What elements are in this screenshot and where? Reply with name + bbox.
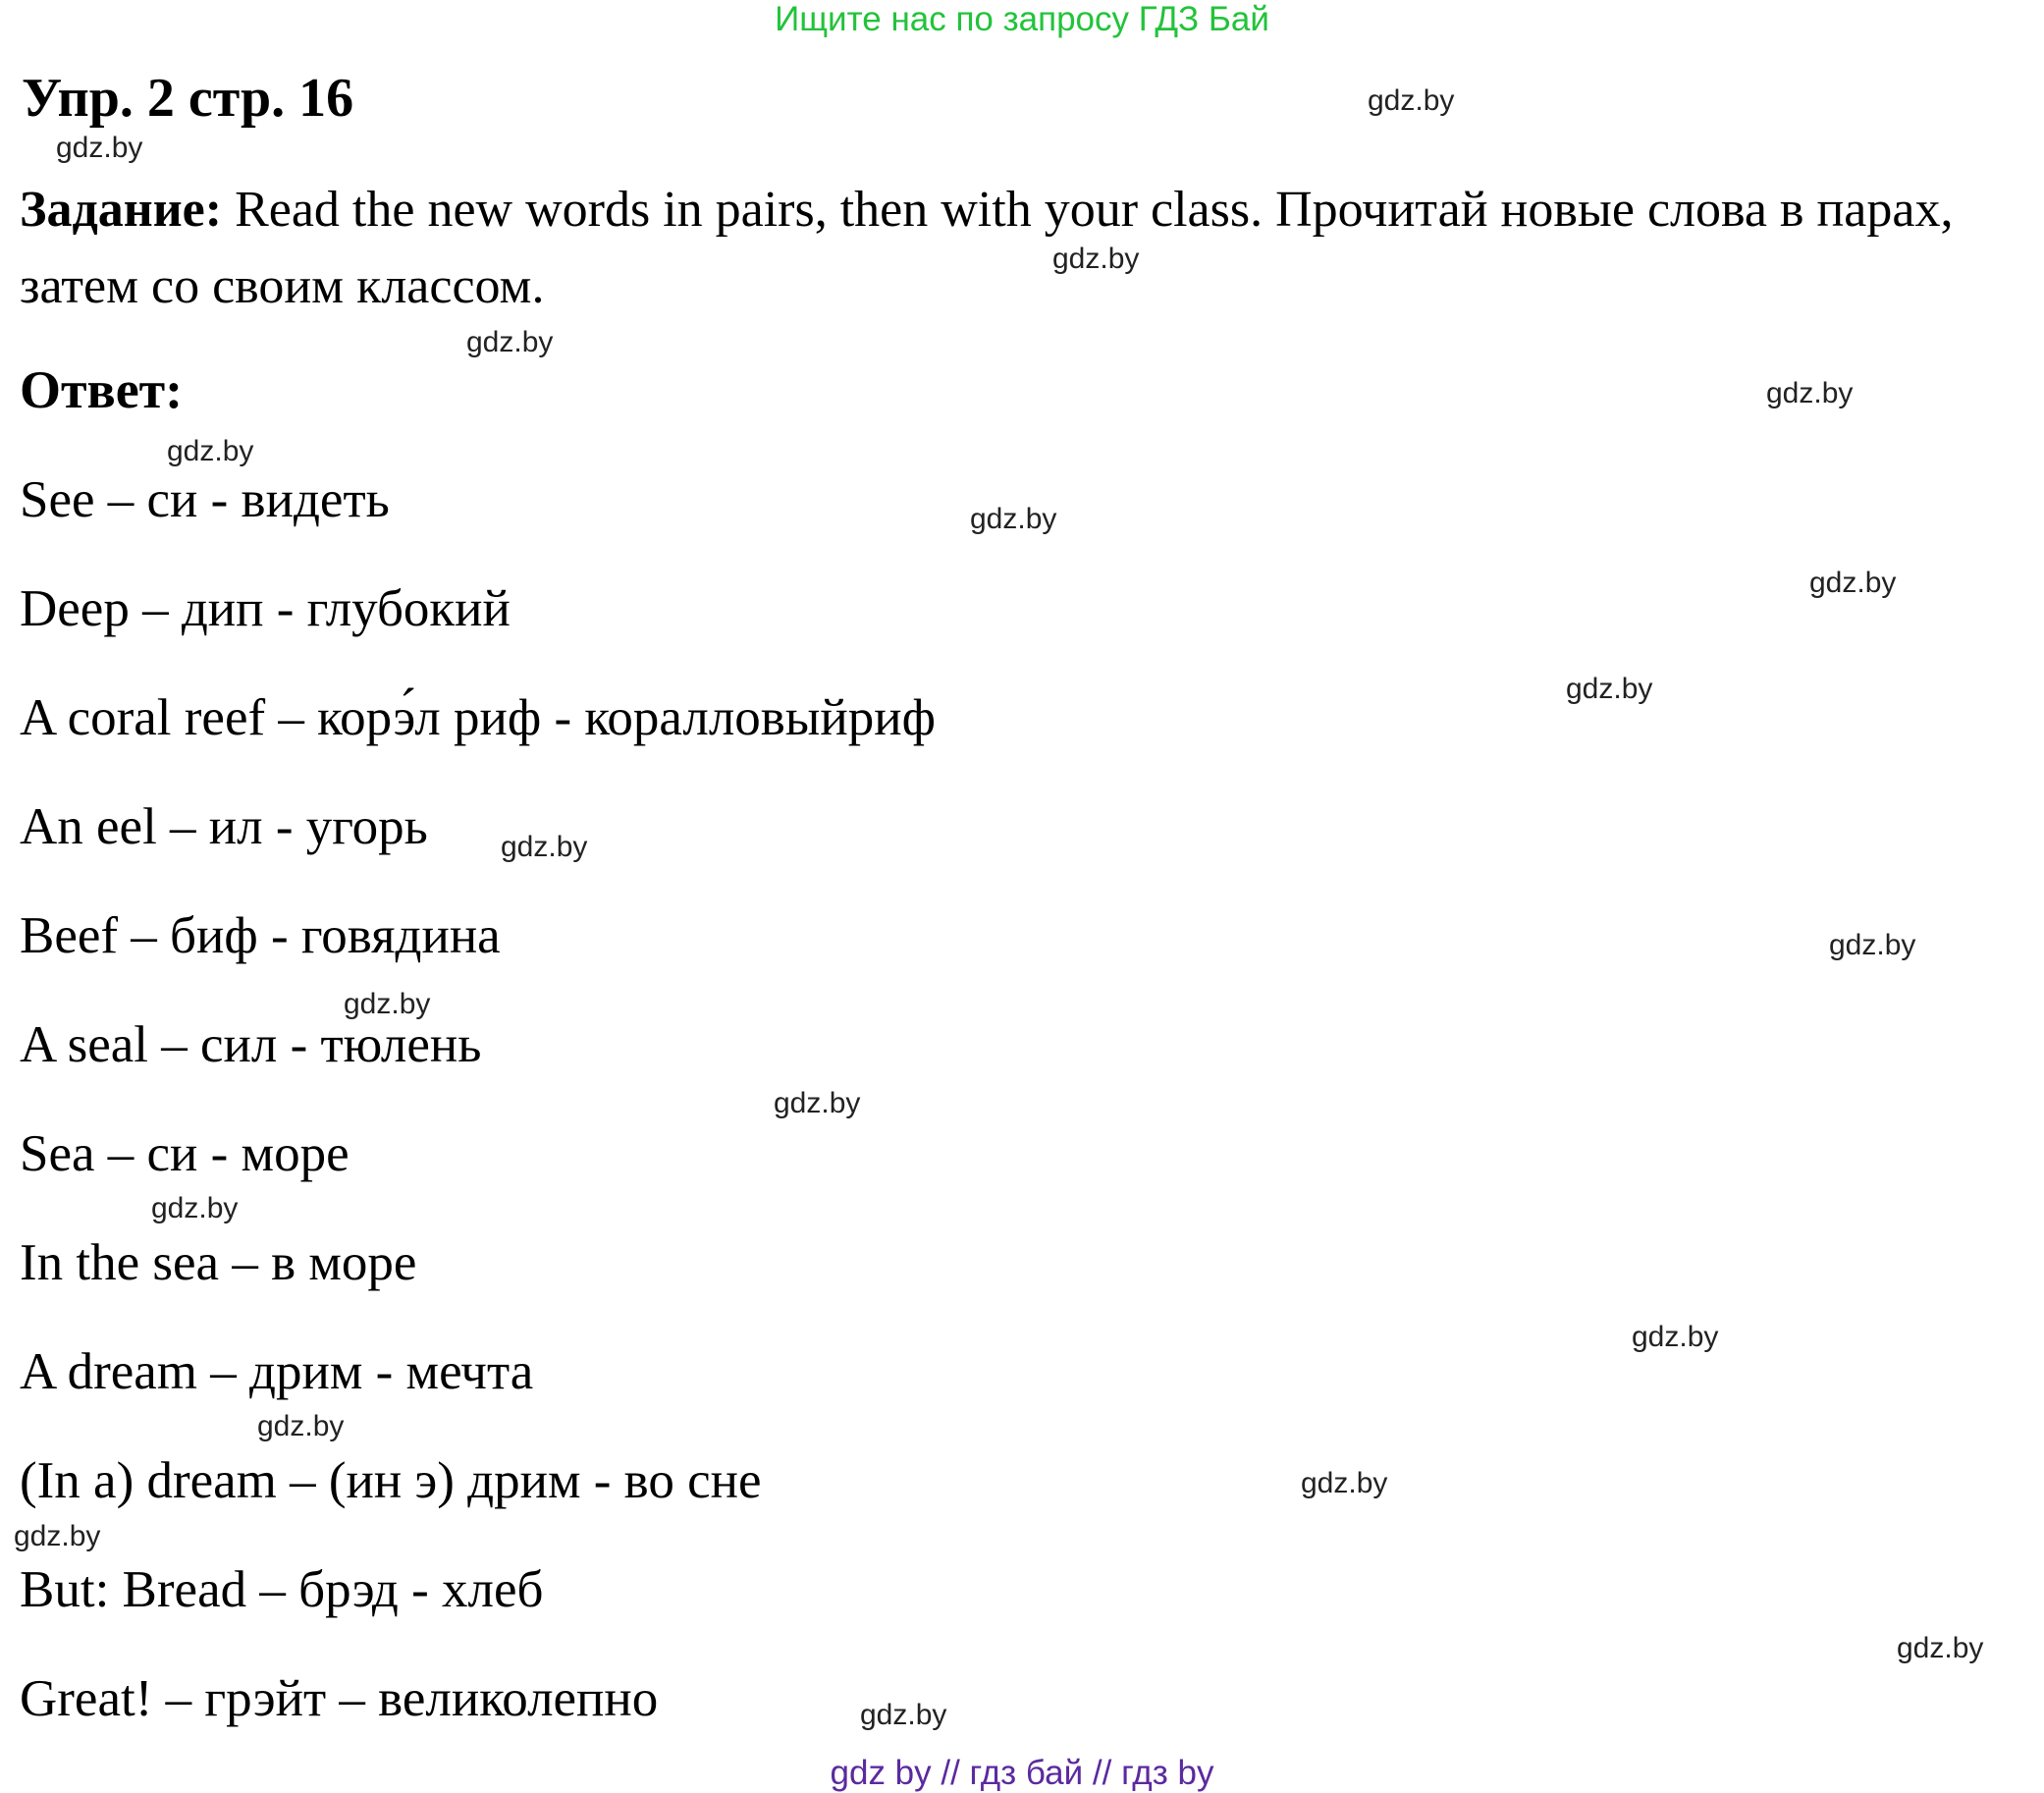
- exercise-heading: Упр. 2 стр. 16: [22, 68, 354, 129]
- watermark: gdz.by: [1052, 243, 1140, 275]
- word-row-see: See – си - видеть: [20, 471, 390, 528]
- word-row-dream: A dream – дрим - мечта: [20, 1343, 534, 1400]
- watermark: gdz.by: [151, 1192, 239, 1224]
- watermark: gdz.by: [970, 503, 1057, 535]
- word-row-deep: Deep – дип - глубокий: [20, 580, 511, 637]
- word-row-great: Great! – грэйт – великолепно: [20, 1670, 659, 1727]
- word-row-beef: Beef – биф - говядина: [20, 907, 501, 964]
- word-row-coral-reef: A coral reef – корэ́л риф - коралловыйриф: [20, 689, 936, 746]
- word-row-in-the-sea: In the sea – в море: [20, 1234, 417, 1291]
- watermark: gdz.by: [1368, 84, 1455, 117]
- watermark: gdz.by: [257, 1410, 345, 1442]
- word-row-seal: A seal – сил - тюлень: [20, 1016, 482, 1073]
- task-text: [20, 172, 2042, 325]
- word-row-in-a-dream: (In a) dream – (ин э) дрим - во сне: [20, 1452, 762, 1509]
- watermark: gdz.by: [501, 831, 588, 863]
- task-label: Задание:: [20, 182, 223, 238]
- word-row-sea: Sea – си - море: [20, 1125, 350, 1182]
- watermark: gdz.by: [1766, 377, 1854, 409]
- watermark: gdz.by: [56, 132, 143, 164]
- watermark: gdz.by: [1301, 1467, 1388, 1499]
- word-row-bread: But: Bread – брэд - хлеб: [20, 1561, 544, 1618]
- watermark: gdz.by: [1897, 1632, 1984, 1664]
- watermark: gdz.by: [774, 1087, 861, 1119]
- word-row-eel: An eel – ил - угорь: [20, 798, 428, 855]
- watermark: gdz.by: [167, 435, 254, 467]
- watermark: gdz.by: [1632, 1321, 1719, 1353]
- search-banner: Ищите нас по запросу ГДЗ Бай: [775, 0, 1269, 38]
- watermark: gdz.by: [466, 326, 554, 358]
- watermark: gdz.by: [1809, 567, 1897, 599]
- watermark: gdz.by: [1829, 929, 1916, 961]
- watermark: gdz.by: [14, 1520, 101, 1552]
- task-body: Read the new words in pairs, then with your class. Прочитай новые слова в парах, затем со своим классом.: [20, 182, 1954, 314]
- watermark: gdz.by: [344, 988, 431, 1020]
- footer-links: gdz by // гдз бай // гдз by: [830, 1754, 1214, 1792]
- watermark: gdz.by: [860, 1699, 947, 1731]
- watermark: gdz.by: [1566, 673, 1653, 705]
- answer-label: Ответ:: [20, 360, 184, 419]
